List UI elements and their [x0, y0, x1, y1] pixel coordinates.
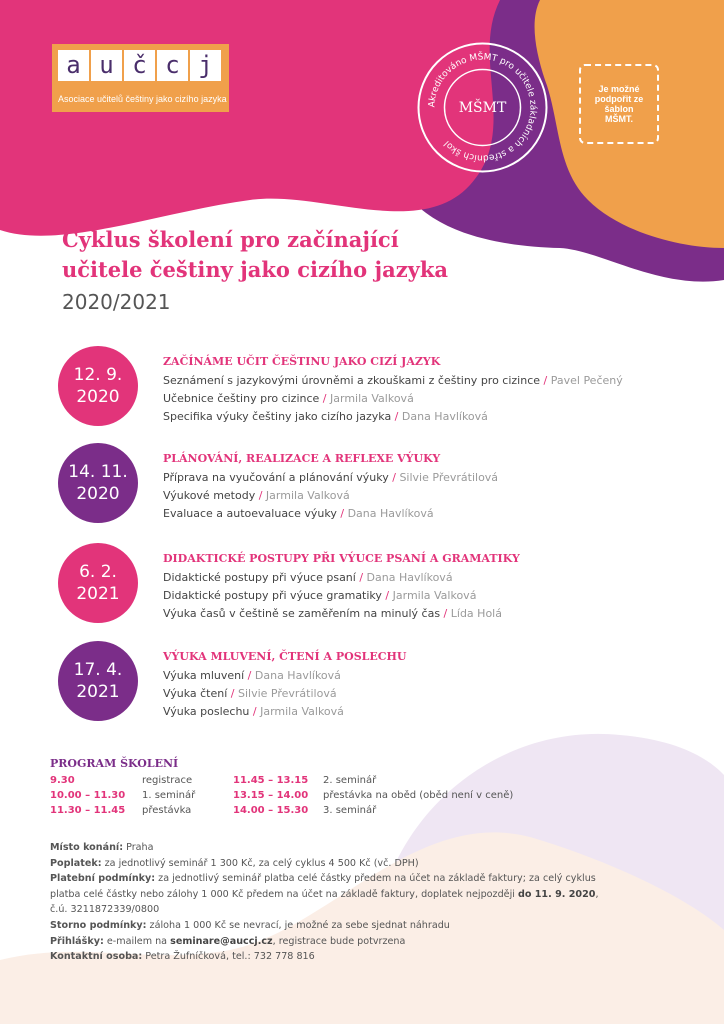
program-row: [50, 803, 125, 818]
session-body: [163, 551, 520, 623]
separator-slash: /: [540, 374, 551, 387]
program-desc: přestávka: [142, 805, 192, 816]
session-item: [163, 587, 520, 605]
separator-slash: /: [391, 410, 402, 423]
contact-value: Petra Žufníčková, tel.: 732 778 816: [142, 951, 315, 963]
event-info: [50, 840, 690, 965]
program-desc: 2. seminář: [323, 775, 377, 786]
session-lecturer: Lída Holá: [450, 607, 502, 620]
session-title: PLÁNOVÁNÍ, REALIZACE A REFLEXE VÝUKY: [163, 452, 441, 465]
logo-letter: j: [190, 50, 221, 81]
session-date-circle: [58, 346, 138, 426]
program-row: [233, 773, 308, 788]
session-topic: Didaktické postupy při výuce psaní: [163, 571, 356, 584]
session-date-day: 6. 2.: [79, 562, 117, 582]
session-date-circle: [58, 543, 138, 623]
program-row: [323, 803, 376, 818]
apply-label: Přihlášky:: [50, 935, 104, 947]
title-line-2: učitele češtiny jako cizího jazyka: [62, 257, 448, 282]
payment-value-2: platba celé částky nebo zálohy 1 000 Kč předem na účet na základě faktury, doplatek nejpozději: [50, 888, 518, 900]
venue-line: [50, 840, 690, 856]
cancel-label: Storno podmínky:: [50, 919, 147, 931]
session-lecturer: Jarmila Valková: [330, 392, 414, 405]
payment-deadline: do 11. 9. 2020: [517, 888, 596, 900]
separator-slash: /: [381, 589, 393, 602]
title-year: 2020/2021: [62, 290, 171, 314]
session-item: [163, 469, 498, 487]
program-row: [323, 773, 376, 788]
payment-line: [50, 871, 690, 887]
auccj-logo: [52, 44, 229, 112]
apply-email: seminare@auccj.cz: [170, 935, 273, 947]
program-desc: registrace: [142, 775, 193, 786]
program-row: [142, 788, 195, 803]
contact-line: [50, 949, 690, 965]
session-date-year: 2020: [76, 387, 120, 407]
session-body: [163, 354, 623, 426]
program-time: 10.00 – 11.30: [50, 790, 126, 801]
session-date-circle: [58, 443, 138, 523]
session-topic: Výukové metody: [163, 489, 256, 502]
fee-line: [50, 856, 690, 872]
logo-letter: u: [91, 50, 122, 81]
separator-slash: /: [255, 489, 266, 502]
separator-slash: /: [249, 705, 261, 718]
payment-line-2: [50, 887, 690, 903]
session-topic: Výuka poslechu: [163, 705, 250, 718]
cancel-line: [50, 918, 690, 934]
session-topic: Výuka čtení: [163, 687, 228, 700]
program-desc: 1. seminář: [142, 790, 196, 801]
session-topic: Didaktické postupy při výuce gramatiky: [163, 589, 382, 602]
session-item: [163, 569, 520, 587]
session-lecturer: Jarmila Valková: [265, 489, 350, 502]
program-desc: přestávka na oběd (oběd není v ceně): [323, 790, 514, 801]
program-row: [142, 803, 191, 818]
separator-slash: /: [388, 471, 400, 484]
session-topic: Příprava na vyučování a plánování výuky: [163, 471, 389, 484]
session-lecturer: Jarmila Valková: [260, 705, 344, 718]
session-item: [163, 605, 520, 623]
session-item: [163, 685, 407, 703]
cancel-value: záloha 1 000 Kč se nevrací, je možné za sebe sjednat náhradu: [146, 919, 450, 931]
session-topic: Učebnice češtiny pro cizince: [163, 392, 320, 405]
session-item: [163, 667, 407, 685]
session-block: [58, 443, 698, 523]
session-topic: Specifika výuky češtiny jako cizího jazyka: [163, 410, 392, 423]
program-row: [233, 788, 308, 803]
program-heading: PROGRAM ŠKOLENÍ: [50, 757, 179, 770]
logo-letters: [58, 50, 221, 81]
program-row: [323, 788, 513, 803]
session-topic: Seznámení s jazykovými úrovněmi a zkouškami z češtiny pro cizince: [163, 374, 541, 387]
apply-value-2: , registrace bude potvrzena: [272, 935, 406, 947]
contact-label: Kontaktní osoba:: [50, 951, 143, 963]
session-date-year: 2021: [76, 584, 120, 604]
program-row: [142, 773, 192, 788]
session-block: [58, 346, 698, 426]
session-item: [163, 487, 498, 505]
session-lecturer: Dana Havlíková: [347, 507, 434, 520]
logo-letter: c: [157, 50, 188, 81]
page-title: [62, 225, 448, 319]
session-date-year: 2021: [76, 682, 120, 702]
payment-label: Platební podmínky:: [50, 873, 156, 885]
program-row: [50, 773, 75, 788]
logo-letter: č: [124, 50, 155, 81]
separator-slash: /: [244, 669, 255, 682]
program-time: 11.45 – 13.15: [233, 775, 309, 786]
session-lecturer: Dana Havlíková: [366, 571, 453, 584]
logo-subtitle: Asociace učitelů češtiny jako cizího jazyka: [58, 94, 227, 104]
session-title: DIDAKTICKÉ POSTUPY PŘI VÝUCE PSANÍ A GRAMATIKY: [163, 552, 520, 565]
program-schedule: [50, 756, 670, 816]
seal-ring-text: Akreditováno MŠMT pro učitele základních a středních škol: [427, 52, 538, 163]
session-body: [163, 649, 407, 721]
session-topic: Výuka mluvení: [163, 669, 245, 682]
separator-slash: /: [319, 392, 330, 405]
separator-slash: /: [440, 607, 451, 620]
fee-label: Poplatek:: [50, 857, 102, 869]
seal-monogram: MŠMT: [458, 100, 507, 116]
separator-slash: /: [355, 571, 367, 584]
venue-label: Místo konání:: [50, 842, 124, 853]
fee-value: za jednotlivý seminář 1 300 Kč, za celý cyklus 4 500 Kč (vč. DPH): [101, 857, 419, 869]
payment-value-3: ,: [595, 888, 599, 900]
apply-line: [50, 934, 690, 950]
account-line: č.ú. 3211872339/0800: [50, 904, 160, 916]
session-block: [58, 543, 698, 623]
session-lecturer: Jarmila Valková: [392, 589, 477, 602]
session-date-day: 14. 11.: [68, 462, 128, 482]
session-title: VÝUKA MLUVENÍ, ČTENÍ A POSLECHU: [163, 650, 407, 663]
session-date-day: 12. 9.: [73, 365, 123, 385]
funding-stamp: [579, 64, 659, 144]
program-row: [50, 788, 125, 803]
session-lecturer: Silvie Převrátilová: [399, 471, 499, 484]
apply-value: e-mailem na: [103, 935, 171, 947]
session-date-year: 2020: [76, 484, 120, 504]
msmt-accreditation-seal: [415, 40, 550, 175]
session-topic: Výuka časů v češtině se zaměřením na minulý čas: [163, 607, 441, 620]
session-item: [163, 372, 623, 390]
session-date-day: 17. 4.: [73, 660, 123, 680]
program-time: 13.15 – 14.00: [233, 790, 309, 801]
program-row: [233, 803, 308, 818]
venue-value: Praha: [123, 842, 154, 853]
program-time: 14.00 – 15.30: [233, 805, 309, 816]
separator-slash: /: [336, 507, 348, 520]
session-item: [163, 390, 623, 408]
session-body: [163, 451, 498, 523]
program-desc: 3. seminář: [323, 805, 377, 816]
payment-value: za jednotlivý seminář platba celé částky předem na účet na základě faktury; za celý cyklus: [155, 873, 596, 885]
funding-stamp-text: Je možné podpořit ze šablon MŠMT.: [594, 84, 644, 124]
session-date-circle: [58, 641, 138, 721]
session-block: [58, 641, 698, 721]
session-lecturer: Silvie Převrátilová: [237, 687, 337, 700]
session-lecturer: Pavel Pečený: [550, 374, 623, 387]
session-item: [163, 505, 498, 523]
session-item: [163, 703, 407, 721]
separator-slash: /: [227, 687, 238, 700]
session-lecturer: Dana Havlíková: [254, 669, 341, 682]
session-topic: Evaluace a autoevaluace výuky: [163, 507, 337, 520]
session-title: ZAČÍNÁME UČIT ČEŠTINU JAKO CIZÍ JAZYK: [163, 355, 441, 368]
logo-letter: a: [58, 50, 89, 81]
title-line-1: Cyklus školení pro začínající: [62, 227, 399, 252]
program-time: 11.30 – 11.45: [50, 805, 126, 816]
session-lecturer: Dana Havlíková: [401, 410, 488, 423]
program-time: 9.30: [50, 775, 75, 786]
session-item: [163, 408, 623, 426]
